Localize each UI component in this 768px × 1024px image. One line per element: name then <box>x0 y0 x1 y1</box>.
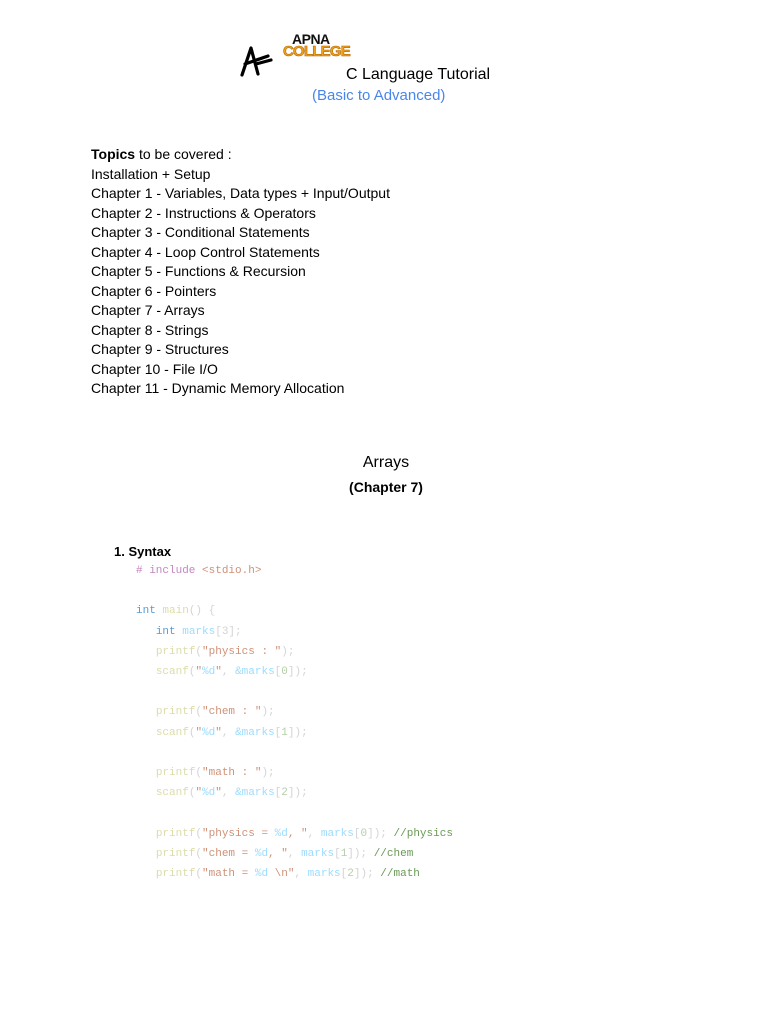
code-line: printf("math : "); <box>155 767 275 780</box>
code-line: int main() { <box>136 605 216 618</box>
code-line: printf("physics : "); <box>155 645 295 658</box>
topic-item: Chapter 8 - Strings <box>91 321 209 338</box>
code-line: printf("chem = %d, ", marks[1]); //chem <box>155 847 414 860</box>
section-subtitle: (Chapter 7) <box>349 479 423 495</box>
topic-item: Chapter 3 - Conditional Statements <box>91 224 310 240</box>
topic-item: Chapter 6 - Pointers <box>91 282 217 299</box>
section-title: Arrays <box>362 454 410 471</box>
topics-list <box>91 145 390 399</box>
code-block <box>136 561 453 884</box>
code-line: printf("physics = %d, ", marks[0]); //physics <box>155 827 453 840</box>
topic-item: Chapter 1 - Variables, Data types + Input/Output <box>91 185 390 201</box>
topic-item: Chapter 9 - Structures <box>91 341 229 357</box>
page-subtitle: (Basic to Advanced) <box>312 87 446 104</box>
code-line: # include <stdio.h> <box>136 565 262 577</box>
code-line: printf("chem : "); <box>155 706 275 719</box>
topics-heading-rest: to be covered : <box>135 146 232 162</box>
topic-item: Installation + Setup <box>91 165 211 182</box>
topic-item: Chapter 4 - Loop Control Statements <box>91 243 320 260</box>
apna-college-logo <box>238 30 348 78</box>
page-title: C Language Tutorial <box>346 66 491 83</box>
code-line: printf("math = %d \n", marks[2]); //math <box>155 868 420 881</box>
topic-item: Chapter 10 - File I/O <box>91 360 218 377</box>
logo-text-apna: APNA <box>292 31 330 47</box>
topic-item: Chapter 2 - Instructions & Operators <box>91 204 316 221</box>
topic-item: Chapter 11 - Dynamic Memory Allocation <box>91 380 345 396</box>
code-line: int marks[3]; <box>155 625 242 638</box>
topics-heading-bold: Topics <box>91 146 136 162</box>
topics-heading <box>91 145 390 165</box>
logo-mark-icon <box>238 42 274 78</box>
code-line: scanf("%d", &marks[1]); <box>155 726 308 739</box>
syntax-heading: 1. Syntax <box>114 544 172 559</box>
logo-text-college: COLLEGE <box>283 43 350 60</box>
code-line: scanf("%d", &marks[2]); <box>155 787 308 800</box>
topic-item: Chapter 7 - Arrays <box>91 302 205 318</box>
topic-item: Chapter 5 - Functions & Recursion <box>91 263 306 279</box>
code-line: scanf("%d", &marks[0]); <box>155 666 308 679</box>
